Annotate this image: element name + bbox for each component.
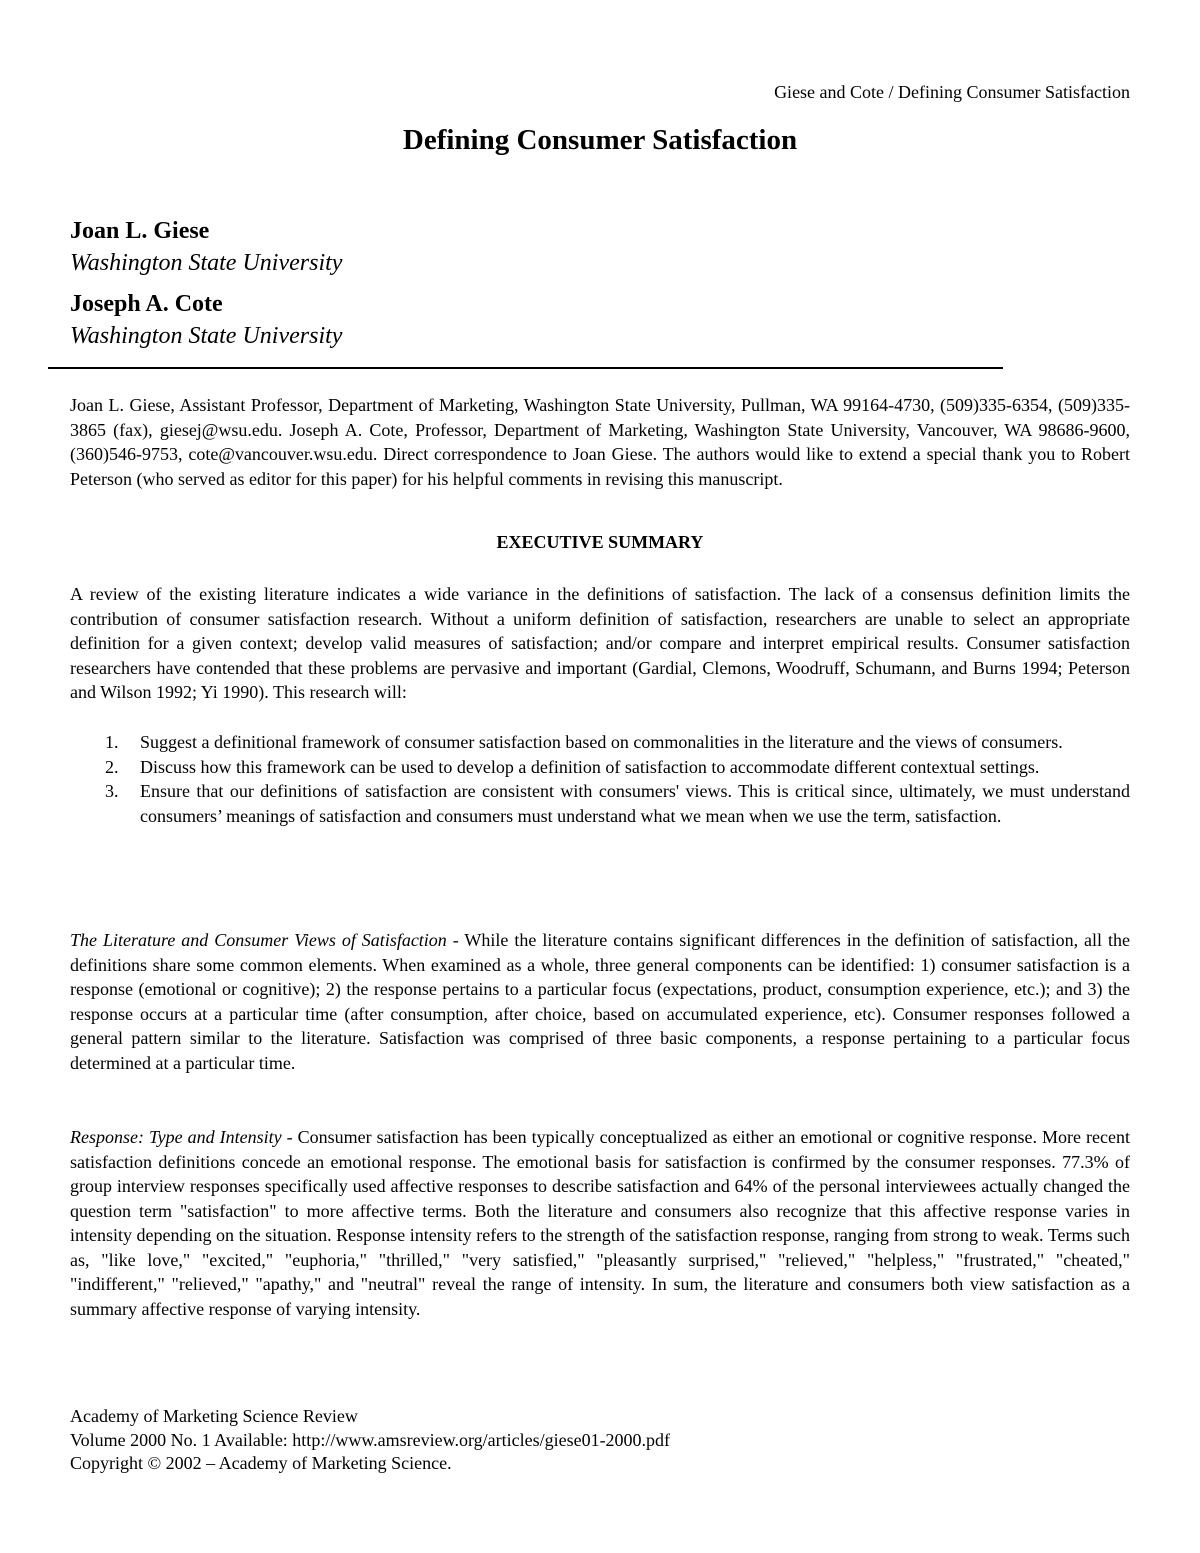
literature-paragraph bbox=[70, 928, 1130, 1075]
literature-lead: The Literature and Consumer Views of Satisfaction bbox=[70, 930, 447, 950]
list-item-number: 2. bbox=[105, 756, 119, 777]
response-lead: Response: Type and Intensity bbox=[70, 1127, 282, 1147]
list-item-text: Suggest a definitional framework of consumer satisfaction based on commonalities in the literature and the views of consumers. bbox=[140, 732, 1063, 752]
list-item-text: Discuss how this framework can be used to develop a definition of satisfaction to accommodate different contextual settings. bbox=[140, 756, 1040, 777]
footer bbox=[70, 1405, 670, 1476]
footer-journal: Academy of Marketing Science Review bbox=[70, 1406, 358, 1426]
response-body: - Consumer satisfaction has been typically conceptualized as either an emotional or cognitive response. More recent satisfaction definitions concede an emotional response. The emotional basis for satisfaction is confirmed by the consumer responses. 77.3% of group interview responses specifically used affective responses to describe satisfaction and 64% of the personal interviewees actually changed the question term "satisfaction" to more affective terms. Both the literature and consumers also recognize that this affective response varies in intensity depending on the situation. Response intensity refers to the strength of the satisfaction response, ranging from strong to weak. Terms such as, "like love," "excited," "euphoria," "thrilled," "very satisfied," "pleasantly surprised," "relieved," "helpless," "frustrated," "cheated," "indifferent," "relieved," "apathy," and "neutral" reveal the range of intensity. In sum, the literature and consumers both view satisfaction as a summary affective response of varying intensity. bbox=[70, 1127, 1130, 1319]
author-affiliation-1: Washington State University bbox=[70, 250, 343, 276]
running-head: Giese and Cote / Defining Consumer Satisfaction bbox=[774, 82, 1130, 102]
response-paragraph bbox=[70, 1125, 1130, 1321]
summary-heading: EXECUTIVE SUMMARY bbox=[496, 532, 704, 552]
paper-title: Defining Consumer Satisfaction bbox=[402, 124, 798, 156]
list-item-number: 1. bbox=[105, 732, 119, 752]
list-item-text: Ensure that our definitions of satisfaction are consistent with consumers' views. This is critical since, ultimately, we must understand consumers’ meanings of satisfaction and consumers must understand what we mean when we use the term, satisfaction. bbox=[140, 781, 1130, 826]
list-item-number: 3. bbox=[105, 781, 119, 801]
footer-volume: Volume 2000 No. 1 Available: http://www.amsreview.org/articles/giese01-2000.pdf bbox=[70, 1429, 671, 1450]
summary-intro: A review of the existing literature indicates a wide variance in the definitions of satisfaction. The lack of a consensus definition limits the contribution of consumer satisfaction research. Without a uniform definition of satisfaction, researchers are unable to select an appropriate definition for a given context; develop valid measures of satisfaction; and/or compare and interpret empirical results. Consumer satisfaction researchers have contended that these problems are pervasive and important (Gardial, Clemons, Woodruff, Schumann, and Burns 1994; Peterson and Wilson 1992; Yi 1990). This research will: bbox=[70, 584, 1130, 702]
list-item bbox=[70, 779, 1130, 828]
author-name-1: Joan L. Giese bbox=[70, 218, 210, 244]
author-note: Joan L. Giese, Assistant Professor, Department of Marketing, Washington State University, Pullman, WA 99164-4730, (509)335-6354, (509)335-3865 (fax), giesej@wsu.edu. Joseph A. Cote, Professor, Department of Marketing, Washington State University, Vancouver, WA 98686-9600, (360)546-9753, cote@vancouver.wsu.edu. Direct correspondence to Joan Giese. The authors would like to extend a special thank you to Robert Peterson (who served as editor for this paper) for his helpful comments in revising this manuscript. bbox=[70, 395, 1130, 489]
author-name-2: Joseph A. Cote bbox=[70, 291, 223, 317]
divider-rule bbox=[48, 367, 1003, 369]
author-affiliation-2: Washington State University bbox=[70, 323, 343, 349]
footer-copyright: Copyright © 2002 – Academy of Marketing Science. bbox=[70, 1453, 452, 1473]
list-item bbox=[70, 755, 1130, 780]
list-item bbox=[70, 730, 1130, 755]
literature-body: - While the literature contains significant differences in the definition of satisfaction, all the definitions share some common elements. When examined as a whole, three general components can be identified: 1) consumer satisfaction is a response (emotional or cognitive); 2) the response pertains to a particular focus (expectations, product, consumption experience, etc.); and 3) the response occurs at a particular time (after consumption, after choice, based on accumulated experience, etc). Consumer responses followed a general pattern similar to the literature. Satisfaction was comprised of three basic components, a response pertaining to a particular focus determined at a particular time. bbox=[70, 930, 1130, 1073]
goals-list bbox=[70, 730, 1130, 828]
